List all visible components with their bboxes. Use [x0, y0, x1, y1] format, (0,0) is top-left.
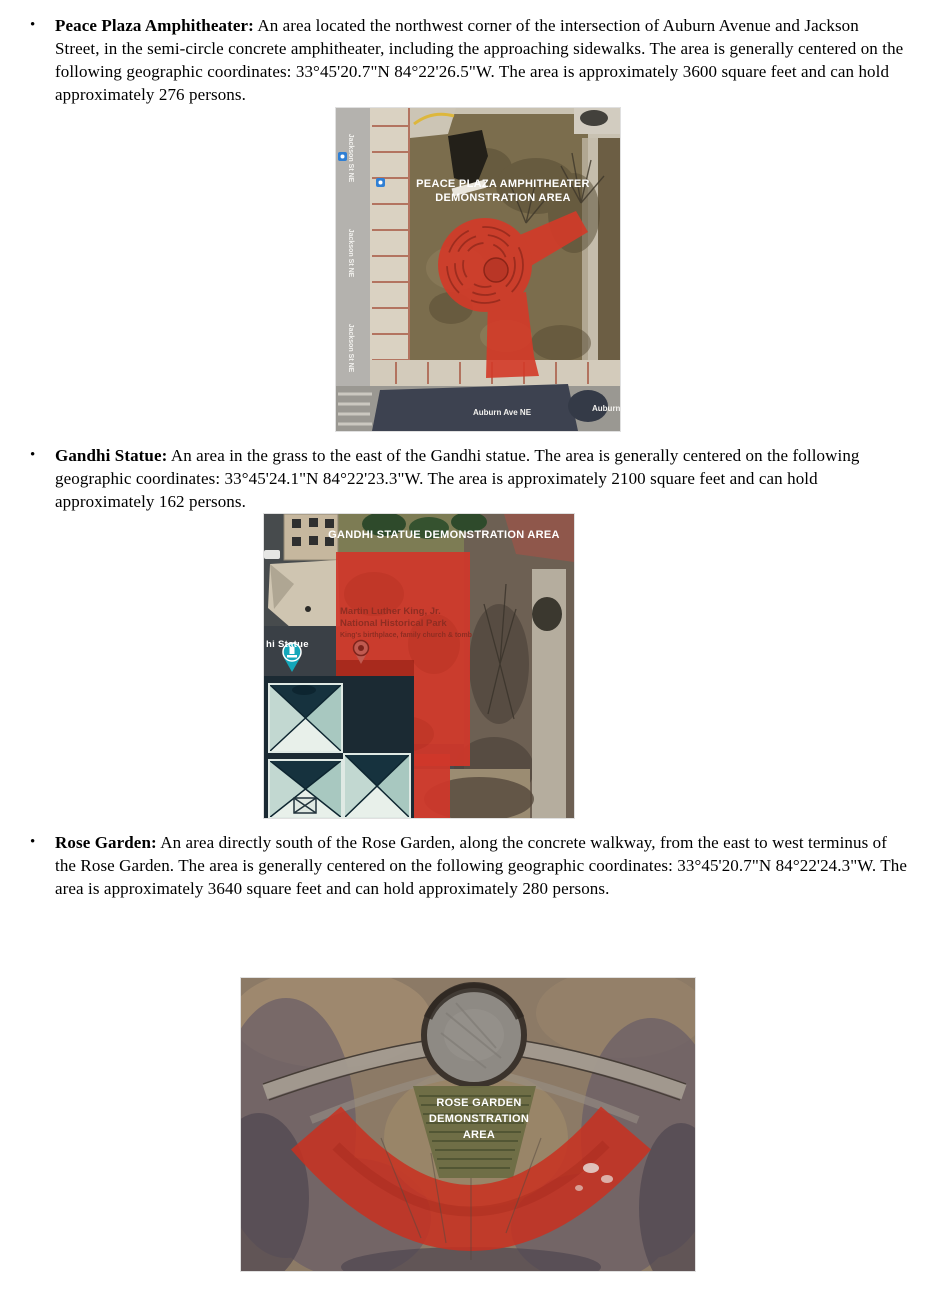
- map-overlay-label-line1: PEACE PLAZA AMPHITHEATER: [416, 178, 590, 190]
- entry-paragraph: [55, 14, 907, 106]
- bullet-row: [0, 444, 945, 513]
- street-label-auburn-right: Auburn: [592, 404, 620, 413]
- east-path: [582, 138, 598, 362]
- map-overlay-label-line1: ROSE GARDEN: [436, 1097, 522, 1109]
- entry-term: Peace Plaza Amphitheater:: [55, 16, 254, 35]
- statue-label: hi Statue: [266, 639, 309, 650]
- map-overlay-label: GANDHI STATUE DEMONSTRATION AREA: [328, 529, 560, 541]
- gandhi-statue-map-image: [264, 514, 574, 818]
- pyramid-roof-a: [269, 684, 342, 752]
- street-label-jackson: Jackson St NE: [347, 323, 354, 373]
- entry-paragraph: [55, 444, 907, 513]
- street-label-jackson: Jackson St NE: [347, 228, 354, 278]
- rose-garden-aerial: [241, 978, 695, 1271]
- peace-plaza-aerial: [336, 108, 620, 431]
- park-label-line1: Martin Luther King, Jr.: [340, 606, 441, 617]
- street-label-jackson: Jackson St NE: [347, 133, 354, 183]
- bullet-marker: •: [30, 17, 36, 33]
- white-vehicle: [264, 550, 280, 559]
- street-label-auburn: Auburn Ave NE: [472, 408, 532, 417]
- bullet-row: [0, 14, 945, 106]
- statue-dot: [305, 606, 311, 612]
- west-sidewalk: [370, 108, 410, 386]
- map-overlay-label-line2: DEMONSTRATION AREA: [435, 192, 571, 204]
- pyramid-roof-c: [344, 754, 410, 818]
- rose-garden-map-image: [241, 978, 695, 1271]
- transit-icon: [338, 152, 347, 161]
- park-label-line2: National Historical Park: [340, 618, 447, 629]
- entry-term: Gandhi Statue:: [55, 446, 168, 465]
- roof-shadow: [580, 110, 608, 126]
- pyramid-roof-b: [269, 760, 342, 818]
- entry-body: An area located the northwest corner of the intersection of Auburn Avenue and Jackson Street, in the semi-circle concrete amphitheater, including the approaching sidewalks. The area is generally centered on the following geographic coordinates: 33°45'20.7"N 84°22'26.5"W. The area is approximately 3600 square feet and can hold approximately 276 persons.: [55, 16, 904, 104]
- entry-body: An area directly south of the Rose Garden, along the concrete walkway, from the east to west terminus of the Rose Garden. The area is generally centered on the following geographic coordinates: 33°45'20.7"N 84°22'24.3"W. The area is approximately 3640 square feet and can hold approximately 280 persons.: [55, 833, 907, 898]
- east-tree-strip: [598, 138, 620, 362]
- amphitheater-stage: [484, 258, 508, 282]
- transit-icon-2: [376, 178, 385, 187]
- entry-body: An area in the grass to the east of the Gandhi statue. The area is generally centered on the following geographic coordinates: 33°45'24.1"N 84°22'23.3"W. The area is approximately 2100 square feet and can hold approximately 162 persons.: [55, 446, 860, 511]
- bullet-marker: •: [30, 834, 36, 850]
- walkway-shadow: [532, 597, 562, 631]
- map-overlay-label-line2: DEMONSTRATION: [428, 1113, 530, 1125]
- bullet-row: [0, 831, 945, 900]
- entry-term: Rose Garden:: [55, 833, 157, 852]
- gandhi-statue-aerial: [264, 514, 574, 818]
- map-overlay-label-line3: AREA: [462, 1129, 496, 1141]
- entry-gandhi-statue: [0, 444, 945, 818]
- park-label-line3: King's birthplace, family church & tomb: [340, 632, 472, 639]
- circular-plaza: [424, 985, 524, 1085]
- red-tail: [410, 754, 450, 818]
- bullet-marker: •: [30, 447, 36, 463]
- entry-peace-plaza: [0, 14, 945, 431]
- peace-plaza-map-image: [336, 108, 620, 431]
- entry-rose-garden: [0, 831, 945, 1271]
- entry-paragraph: [55, 831, 907, 900]
